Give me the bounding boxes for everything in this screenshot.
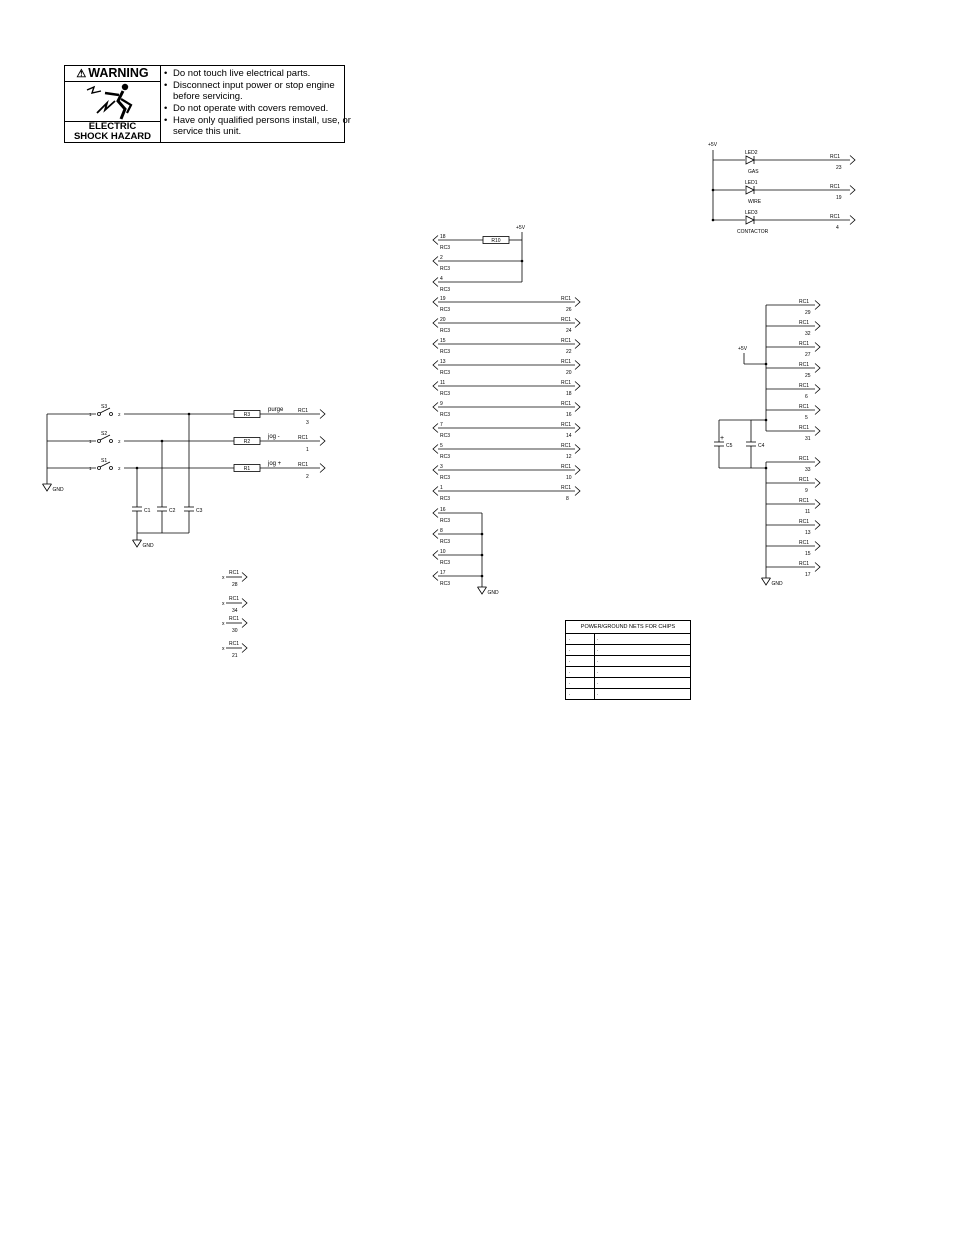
warning-item: • Have only qualified persons install, use, or service this unit. — [163, 115, 351, 137]
connector-pin-label: 25 — [805, 373, 811, 379]
pin-label: 10 — [440, 549, 446, 555]
connector-arrow — [433, 572, 438, 581]
connector-pin-label: 19 — [836, 195, 842, 201]
connector-arrow — [242, 573, 247, 582]
table-cell: . — [597, 658, 599, 664]
gnd-label: GND — [487, 590, 499, 596]
connector-label: RC1 — [561, 485, 572, 491]
connector-label: RC1 — [229, 616, 240, 622]
junction-dot — [481, 533, 484, 536]
connector-label: RC3 — [440, 391, 451, 397]
warning-title-text: WARNING — [88, 66, 149, 80]
connector-pin-label: 18 — [566, 391, 572, 397]
connector-label: RC1 — [229, 596, 240, 602]
connector-label: RC3 — [440, 454, 451, 460]
led-icon — [746, 216, 754, 224]
connector-label: RC1 — [799, 320, 810, 326]
connector-arrow — [575, 487, 580, 496]
supply-label: +5V — [738, 346, 748, 352]
table-cell: . — [597, 680, 599, 686]
connector-arrow — [433, 361, 438, 370]
connector-arrow — [433, 403, 438, 412]
connector-arrow — [433, 278, 438, 287]
pin-label: 16 — [440, 507, 446, 513]
table-cell: . — [569, 658, 571, 664]
switch-pin-label: 2 — [118, 439, 121, 444]
capacitor-label: C4 — [758, 443, 765, 449]
connector-arrow — [815, 427, 820, 436]
schematic-wires — [43, 150, 856, 653]
connector-label: RC3 — [440, 287, 451, 293]
connector-label: RC1 — [561, 422, 572, 428]
table-row — [566, 678, 690, 689]
led-label: CONTACTOR — [737, 229, 769, 235]
pin-label: 5 — [440, 443, 443, 449]
nc-mark: x — [222, 646, 225, 652]
pin-label: 3 — [440, 464, 443, 470]
connector-label: RC1 — [561, 380, 572, 386]
connector-arrow — [815, 542, 820, 551]
connector-pin-label: 24 — [566, 328, 572, 334]
connector-pin-label: 11 — [805, 509, 811, 515]
connector-arrow — [433, 236, 438, 245]
gnd-symbol — [133, 540, 142, 547]
connector-arrow — [242, 644, 247, 653]
power-ground-table — [565, 620, 691, 700]
connector-pin-label: 16 — [566, 412, 572, 418]
table-row — [566, 689, 690, 699]
pin-label: 2 — [440, 255, 443, 261]
connector-pin-label: 6 — [805, 394, 808, 400]
connector-label: RC3 — [440, 539, 451, 545]
capacitor-label: C5 — [726, 443, 733, 449]
hazard-line-2: SHOCK HAZARD — [73, 131, 152, 142]
junction-dot — [712, 189, 715, 192]
capacitor-label: C1 — [144, 508, 151, 514]
resistor-label: R10 — [491, 238, 501, 244]
connector-pin-label: 29 — [805, 310, 811, 316]
connector-label: RC3 — [440, 581, 451, 587]
connector-arrow — [575, 319, 580, 328]
nc-mark: x — [222, 621, 225, 627]
connector-label: RC1 — [561, 359, 572, 365]
switch-pin-label: 2 — [118, 412, 121, 417]
table-cell: . — [569, 691, 571, 697]
switch-pin-label: 1 — [89, 412, 92, 417]
connector-label: RC1 — [830, 154, 841, 160]
connector-label: RC1 — [561, 401, 572, 407]
connector-arrow — [575, 340, 580, 349]
switch-label: S2 — [101, 431, 108, 437]
junction-dot — [765, 363, 768, 366]
led-ref-label: LED1 — [745, 180, 758, 186]
connector-pin-label: 10 — [566, 475, 572, 481]
table-row — [566, 645, 690, 656]
connector-pin-label: 23 — [836, 165, 842, 171]
connector-pin-label: 1 — [306, 447, 309, 453]
led-label: WIRE — [748, 199, 762, 205]
connector-arrow — [433, 466, 438, 475]
connector-pin-label: 28 — [232, 582, 238, 588]
connector-pin-label: 9 — [805, 488, 808, 494]
connector-arrow — [815, 364, 820, 373]
connector-label: RC1 — [799, 383, 810, 389]
power-ground-table-title: POWER/GROUND NETS FOR CHIPS — [566, 621, 690, 634]
gnd-symbol — [478, 587, 487, 594]
connector-label: RC1 — [799, 456, 810, 462]
table-cell: . — [569, 680, 571, 686]
connector-label: RC1 — [799, 561, 810, 567]
led-ref-label: LED2 — [745, 150, 758, 156]
connector-arrow — [320, 410, 325, 419]
supply-label: +5V — [516, 225, 526, 231]
table-cell: . — [569, 669, 571, 675]
connector-label: RC3 — [440, 518, 451, 524]
connector-label: RC1 — [298, 408, 309, 414]
pin-label: 11 — [440, 380, 446, 386]
switch-pin-label: 2 — [118, 466, 121, 471]
pin-label: 20 — [440, 317, 446, 323]
connector-arrow — [242, 619, 247, 628]
gnd-symbol — [43, 484, 52, 491]
junction-dot — [765, 419, 768, 422]
connector-pin-label: 4 — [836, 225, 839, 231]
connector-arrow — [850, 186, 855, 195]
gnd-symbol — [762, 578, 771, 585]
connector-label: RC3 — [440, 349, 451, 355]
warning-triangle-icon: ⚠ — [76, 68, 87, 80]
connector-arrow — [320, 437, 325, 446]
connector-label: RC1 — [298, 462, 309, 468]
connector-pin-label: 31 — [805, 436, 811, 442]
pin-label: 9 — [440, 401, 443, 407]
table-row — [566, 656, 690, 667]
switch-label: S1 — [101, 458, 108, 464]
junction-dot — [521, 260, 524, 263]
connector-label: RC1 — [561, 296, 572, 302]
connector-label: RC3 — [440, 412, 451, 418]
connector-label: RC1 — [799, 404, 810, 410]
connector-label: RC1 — [229, 570, 240, 576]
connector-arrow — [815, 563, 820, 572]
table-cell: . — [597, 691, 599, 697]
connector-label: RC3 — [440, 245, 451, 251]
switch-pin-label: 1 — [89, 439, 92, 444]
connector-label: RC1 — [830, 214, 841, 220]
connector-arrow — [815, 479, 820, 488]
capacitor-polarity: + — [720, 435, 725, 442]
table-cell: . — [569, 636, 571, 642]
connector-pin-label: 21 — [232, 653, 238, 659]
connector-label: RC1 — [799, 425, 810, 431]
connector-pin-label: 34 — [232, 608, 238, 614]
pin-label: 19 — [440, 296, 446, 302]
connector-arrow — [575, 361, 580, 370]
connector-label: RC1 — [830, 184, 841, 190]
nc-mark: x — [222, 601, 225, 607]
connector-arrow — [433, 298, 438, 307]
connector-label: RC3 — [440, 475, 451, 481]
connector-label: RC3 — [440, 433, 451, 439]
table-cell: . — [597, 669, 599, 675]
connector-arrow — [815, 322, 820, 331]
pin-label: 1 — [440, 485, 443, 491]
connector-arrow — [575, 424, 580, 433]
connector-pin-label: 5 — [805, 415, 808, 421]
supply-label: +5V — [708, 142, 718, 148]
connector-arrow — [850, 216, 855, 225]
resistor-label: R1 — [243, 466, 251, 472]
connector-label: RC1 — [799, 540, 810, 546]
connector-arrow — [575, 403, 580, 412]
nc-mark: x — [222, 575, 225, 581]
connector-arrow — [575, 466, 580, 475]
connector-label: RC3 — [440, 307, 451, 313]
connector-label: RC3 — [440, 370, 451, 376]
table-row — [566, 667, 690, 678]
switch-contact — [110, 467, 113, 470]
table-cell: . — [597, 647, 599, 653]
connector-arrow — [815, 406, 820, 415]
connector-label: RC3 — [440, 560, 451, 566]
signal-label: jog - — [268, 434, 280, 440]
connector-arrow — [815, 458, 820, 467]
led-ref-label: LED3 — [745, 210, 758, 216]
warning-item: • Do not operate with covers removed. — [163, 103, 351, 114]
connector-arrow — [433, 487, 438, 496]
switch-contact — [110, 440, 113, 443]
connector-pin-label: 32 — [805, 331, 811, 337]
connector-arrow — [433, 551, 438, 560]
connector-pin-label: 15 — [805, 551, 811, 557]
warning-item: • Disconnect input power or stop engine before servicing. — [163, 80, 351, 102]
junction-dot — [161, 440, 164, 443]
led-icon — [746, 156, 754, 164]
connector-label: RC1 — [799, 477, 810, 483]
connector-label: RC1 — [561, 338, 572, 344]
led-label: GAS — [748, 169, 759, 175]
gnd-label: GND — [142, 543, 154, 549]
connector-label: RC3 — [440, 266, 451, 272]
warning-item: • Do not touch live electrical parts. — [163, 68, 351, 79]
junction-dot — [765, 467, 768, 470]
connector-pin-label: 26 — [566, 307, 572, 313]
connector-arrow — [320, 464, 325, 473]
junction-dot — [188, 413, 191, 416]
table-cell: . — [597, 636, 599, 642]
capacitor-label: C2 — [169, 508, 176, 514]
gnd-label: GND — [771, 581, 783, 587]
connector-pin-label: 17 — [805, 572, 811, 578]
connector-pin-label: 27 — [805, 352, 811, 358]
connector-pin-label: 12 — [566, 454, 572, 460]
connector-label: RC1 — [799, 299, 810, 305]
connector-arrow — [433, 509, 438, 518]
connector-arrow — [815, 343, 820, 352]
connector-label: RC1 — [799, 341, 810, 347]
connector-label: RC1 — [799, 519, 810, 525]
connector-arrow — [433, 257, 438, 266]
connector-arrow — [850, 156, 855, 165]
connector-label: RC3 — [440, 496, 451, 502]
connector-pin-label: 33 — [805, 467, 811, 473]
connector-arrow — [433, 319, 438, 328]
connector-label: RC1 — [298, 435, 309, 441]
pin-label: 8 — [440, 528, 443, 534]
resistor-label: R2 — [243, 439, 251, 445]
connector-arrow — [815, 301, 820, 310]
connector-arrow — [242, 599, 247, 608]
switch-pin-label: 1 — [89, 466, 92, 471]
connector-pin-label: 22 — [566, 349, 572, 355]
connector-arrow — [575, 382, 580, 391]
connector-arrow — [575, 445, 580, 454]
gnd-label: GND — [52, 487, 64, 493]
connector-label: RC1 — [229, 641, 240, 647]
connector-label: RC1 — [799, 498, 810, 504]
connector-label: RC1 — [561, 443, 572, 449]
connector-pin-label: 8 — [566, 496, 569, 502]
led-icon — [746, 186, 754, 194]
resistor-label: R3 — [243, 412, 251, 418]
connector-arrow — [815, 385, 820, 394]
pin-label: 7 — [440, 422, 443, 428]
connector-arrow — [433, 530, 438, 539]
capacitor-label: C3 — [196, 508, 203, 514]
connector-arrow — [433, 424, 438, 433]
connector-pin-label: 2 — [306, 474, 309, 480]
connector-pin-label: 14 — [566, 433, 572, 439]
junction-dot — [136, 467, 139, 470]
pin-label: 13 — [440, 359, 446, 365]
connector-pin-label: 3 — [306, 420, 309, 426]
switch-contact — [110, 413, 113, 416]
table-row — [566, 634, 690, 645]
pin-label: 18 — [440, 234, 446, 240]
table-cell: . — [569, 647, 571, 653]
connector-label: RC3 — [440, 328, 451, 334]
connector-arrow — [815, 521, 820, 530]
junction-dot — [481, 575, 484, 578]
connector-arrow — [433, 382, 438, 391]
hazard-line-1: ELECTRIC — [88, 121, 137, 132]
connector-label: RC1 — [561, 317, 572, 323]
connector-pin-label: 30 — [232, 628, 238, 634]
signal-label: purge — [268, 407, 284, 413]
connector-arrow — [575, 298, 580, 307]
connector-pin-label: 20 — [566, 370, 572, 376]
pin-label: 17 — [440, 570, 446, 576]
pin-label: 15 — [440, 338, 446, 344]
pin-label: 4 — [440, 276, 443, 282]
switch-label: S3 — [101, 404, 108, 410]
junction-dot — [712, 219, 715, 222]
connector-pin-label: 13 — [805, 530, 811, 536]
junction-dot — [481, 554, 484, 557]
connector-arrow — [433, 445, 438, 454]
connector-label: RC1 — [799, 362, 810, 368]
signal-label: jog + — [268, 461, 282, 467]
connector-label: RC1 — [561, 464, 572, 470]
connector-arrow — [433, 340, 438, 349]
schematic-labels — [53, 142, 842, 659]
connector-arrow — [815, 500, 820, 509]
